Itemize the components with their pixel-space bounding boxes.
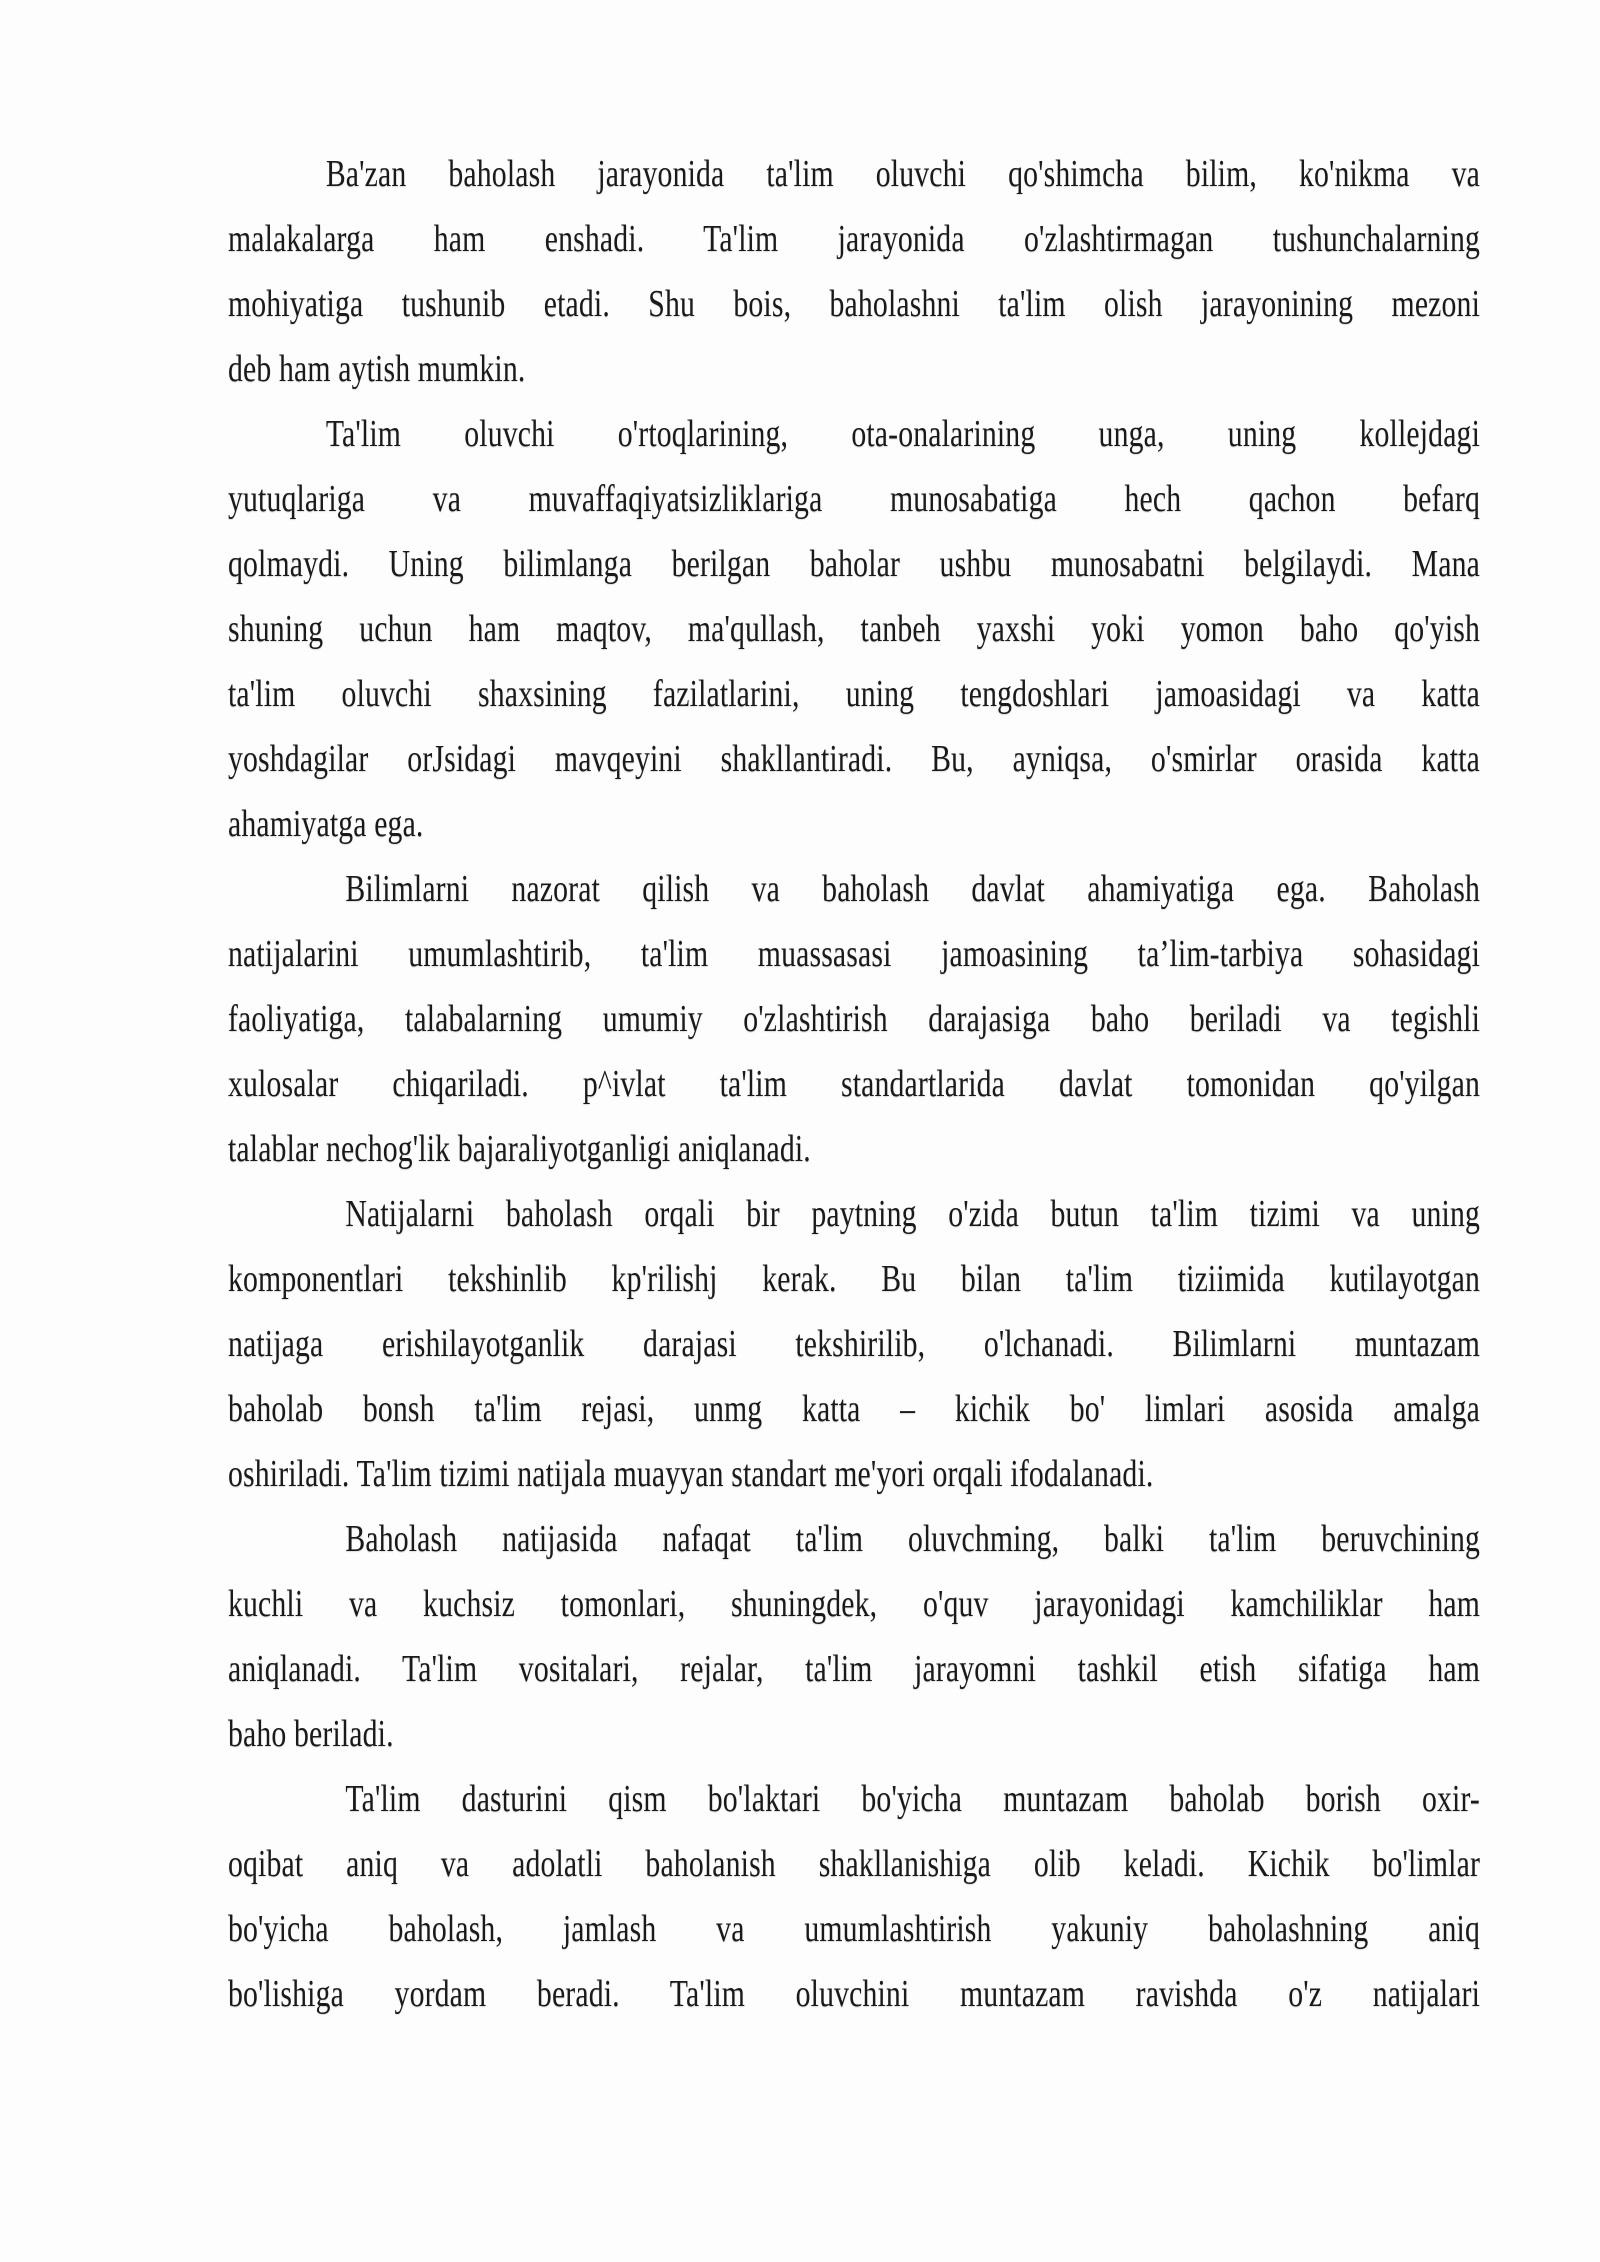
text-line: Baholash natijasida nafaqat ta'lim oluvchming, balki ta'lim beruvchining <box>345 1518 1480 1560</box>
text-line: Natijalarni baholash orqali bir paytning o'zida butun ta'lim tizimi va uning <box>345 1193 1480 1235</box>
text-line: kuchli va kuchsiz tomonlari, shuningdek, o'quv jarayonidagi kamchiliklar ham <box>228 1583 1480 1625</box>
text-line: Ba'zan baholash jarayonida ta'lim oluvchi qo'shimcha bilim, ko'nikma va <box>325 153 1480 195</box>
text-line: yoshdagilar orJsidagi mavqeyini shakllantiradi. Bu, ayniqsa, o'smirlar orasida katta <box>228 738 1480 780</box>
text-line: komponentlari tekshinlib kp'rilishj kerak. Bu bilan ta'lim tiziimida kutilayotgan <box>228 1258 1480 1300</box>
text-line: xulosalar chiqariladi. p^ivlat ta'lim standartlarida davlat tomonidan qo'yilgan <box>228 1063 1480 1105</box>
paragraph <box>228 142 1480 402</box>
text-line: aniqlanadi. Ta'lim vositalari, rejalar, ta'lim jarayomni tashkil etish sifatiga ham <box>228 1648 1480 1690</box>
text-line: Bilimlarni nazorat qilish va baholash davlat ahamiyatiga ega. Baholash <box>345 868 1480 910</box>
paragraph <box>228 1182 1480 1507</box>
text-line: Ta'lim dasturini qism bo'laktari bo'yicha muntazam baholab borish oxir- <box>345 1778 1480 1820</box>
text-line: natijaga erishilayotganlik darajasi tekshirilib, o'lchanadi. Bilimlarni muntazam <box>228 1323 1480 1365</box>
text-line: faoliyatiga, talabalarning umumiy o'zlashtirish darajasiga baho beriladi va tegishli <box>228 998 1480 1040</box>
text-line: talablar nechog'lik bajaraliyotganligi aniqlanadi. <box>228 1128 811 1170</box>
text-line: ahamiyatga ega. <box>228 803 424 845</box>
text-line: baho beriladi. <box>228 1713 394 1755</box>
paragraph <box>228 1767 1480 2027</box>
paragraph <box>228 857 1480 1182</box>
text-line: Ta'lim oluvchi o'rtoqlarining, ota-onalarining unga, uning kollejdagi <box>325 413 1480 455</box>
text-line: deb ham aytish mumkin. <box>228 348 526 390</box>
text-line: ta'lim oluvchi shaxsining fazilatlarini, uning tengdoshlari jamoasidagi va katta <box>228 673 1480 715</box>
text-line: yutuqlariga va muvaffaqiyatsizliklariga munosabatiga hech qachon befarq <box>228 478 1480 520</box>
text-line: bo'lishiga yordam beradi. Ta'lim oluvchini muntazam ravishda o'z natijalari <box>228 1973 1480 2015</box>
text-line: bo'yicha baholash, jamlash va umumlashtirish yakuniy baholashning aniq <box>228 1908 1480 1950</box>
text-line: oshiriladi. Ta'lim tizimi natijala muayyan standart me'yori orqali ifodalanadi. <box>228 1453 1154 1495</box>
paragraph <box>228 1507 1480 1767</box>
text-line: qolmaydi. Uning bilimlanga berilgan baholar ushbu munosabatni belgilaydi. Mana <box>228 543 1480 585</box>
text-line: shuning uchun ham maqtov, ma'qullash, tanbeh yaxshi yoki yomon baho qo'yish <box>228 608 1480 650</box>
paragraph <box>228 402 1480 857</box>
text-line: baholab bonsh ta'lim rejasi, unmg katta – kichik bo' limlari asosida amalga <box>228 1388 1480 1430</box>
text-line: natijalarini umumlashtirib, ta'lim muassasasi jamoasining ta’lim-tarbiya sohasidagi <box>228 933 1480 975</box>
text-line: malakalarga ham enshadi. Ta'lim jarayonida o'zlashtirmagan tushunchalarning <box>228 218 1480 260</box>
text-line: mohiyatiga tushunib etadi. Shu bois, baholashni ta'lim olish jarayonining mezoni <box>228 283 1480 325</box>
text-line: oqibat aniq va adolatli baholanish shakllanishiga olib keladi. Kichik bo'limlar <box>228 1843 1480 1885</box>
document-text <box>228 142 1480 2027</box>
